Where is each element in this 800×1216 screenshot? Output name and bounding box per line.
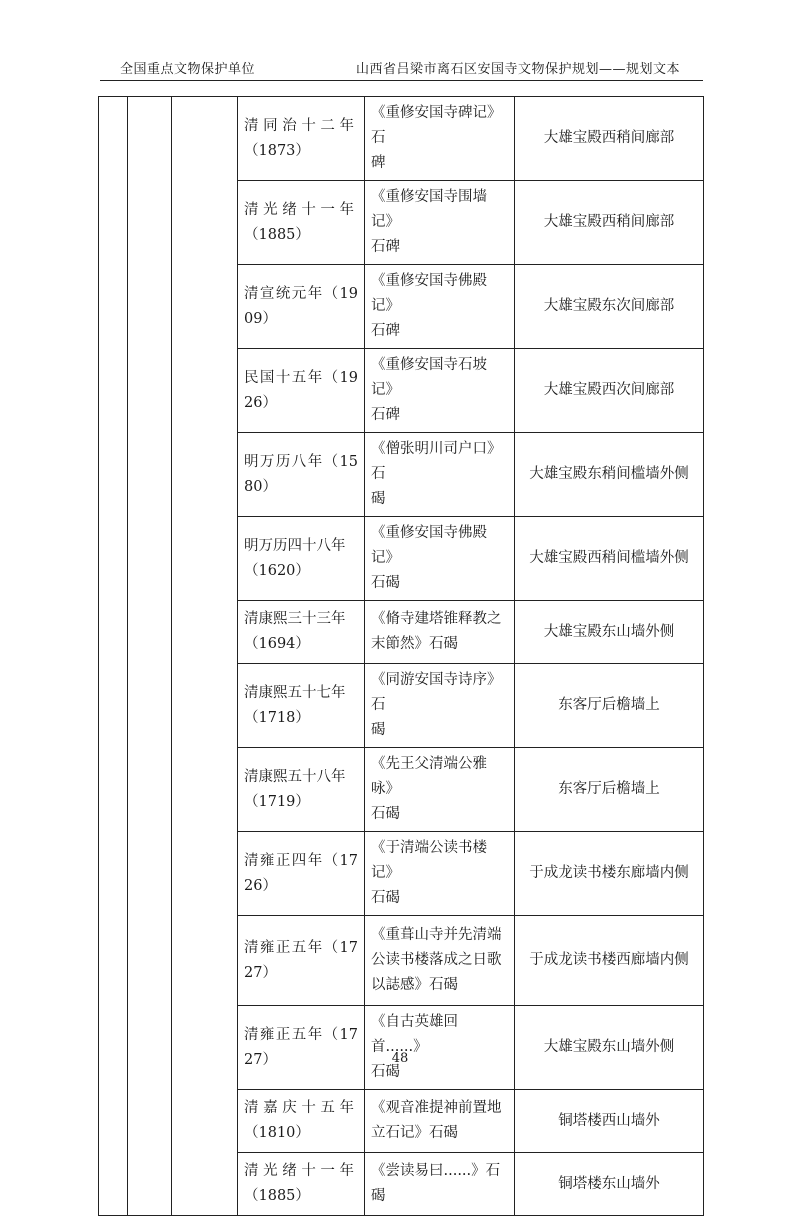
col-3-cell — [172, 97, 238, 1216]
era-cell — [238, 97, 365, 181]
title-text: 《重修安国寺佛殿记》 石碣 — [371, 525, 487, 591]
era-text: 清 光 绪 十 一 年 （1885） — [244, 201, 355, 243]
title-cell — [365, 265, 515, 349]
location-cell: 铜塔楼东山墙外 — [515, 1153, 704, 1216]
location-cell: 于成龙读书楼西廊墙内侧 — [515, 916, 704, 1006]
location-cell: 铜塔楼西山墙外 — [515, 1090, 704, 1153]
location-cell: 东客厅后檐墙上 — [515, 664, 704, 748]
table-row — [99, 97, 704, 181]
era-text: 清 嘉 庆 十 五 年 （1810） — [244, 1100, 355, 1141]
era-cell — [238, 1006, 365, 1090]
title-text: 《同游安国寺诗序》石 碣 — [371, 672, 502, 738]
location-cell: 大雄宝殿西次间廊部 — [515, 349, 704, 433]
era-cell — [238, 1153, 365, 1216]
era-text: 清雍正五年（1727） — [244, 1026, 358, 1068]
era-text: 民国十五年（1926） — [244, 369, 358, 411]
location-cell: 大雄宝殿东山墙外侧 — [515, 1006, 704, 1090]
title-cell — [365, 181, 515, 265]
location-cell: 大雄宝殿东稍间槛墙外侧 — [515, 433, 704, 517]
title-cell — [365, 601, 515, 664]
location-cell: 大雄宝殿东山墙外侧 — [515, 601, 704, 664]
title-text: 《脩寺建塔锥释教之 末節然》石碣 — [371, 611, 502, 652]
era-cell — [238, 916, 365, 1006]
location-cell: 东客厅后檐墙上 — [515, 748, 704, 832]
location-cell: 大雄宝殿西稍间廊部 — [515, 97, 704, 181]
inscription-table — [98, 96, 704, 1216]
col-1-cell — [99, 97, 128, 1216]
era-cell — [238, 832, 365, 916]
page-number: 48 — [391, 1051, 409, 1066]
era-text: 清宣统元年（1909） — [244, 285, 358, 327]
era-text: 清雍正五年（1727） — [244, 939, 358, 981]
title-cell — [365, 97, 515, 181]
title-text: 《重修安国寺围墙记》 石碑 — [371, 189, 487, 255]
era-text: 清康熙五十八年 （1719） — [244, 768, 346, 810]
era-text: 清雍正四年（1726） — [244, 852, 358, 894]
title-cell — [365, 1153, 515, 1216]
era-cell — [238, 181, 365, 265]
title-cell — [365, 748, 515, 832]
title-cell — [365, 517, 515, 601]
title-text: 《观音准提神前置地 立石记》石碣 — [371, 1100, 502, 1141]
era-text: 清康熙三十三年 （1694） — [244, 611, 346, 652]
era-cell — [238, 601, 365, 664]
title-cell — [365, 433, 515, 517]
era-text: 清康熙五十七年 （1718） — [244, 684, 346, 726]
title-text: 《自古英雄回首......》 石碣 — [371, 1014, 458, 1080]
era-cell — [238, 265, 365, 349]
title-cell — [365, 916, 515, 1006]
title-text: 《重修安国寺佛殿记》 石碑 — [371, 273, 487, 339]
header-rule — [100, 80, 703, 81]
era-cell — [238, 349, 365, 433]
title-cell — [365, 1090, 515, 1153]
col-2-cell — [128, 97, 172, 1216]
title-text: 《于清端公读书楼记》 石碣 — [371, 840, 487, 906]
era-text: 明万历四十八年 （1620） — [244, 537, 346, 579]
title-cell — [365, 664, 515, 748]
title-cell — [365, 832, 515, 916]
title-text: 《僧张明川司户口》石 碣 — [371, 441, 502, 507]
era-text: 明万历八年（1580） — [244, 453, 358, 495]
title-text: 《重葺山寺并先清端 公读书楼落成之日歌 以誌感》石碣 — [371, 927, 502, 993]
era-cell — [238, 748, 365, 832]
location-cell: 于成龙读书楼东廊墙内侧 — [515, 832, 704, 916]
header-right-title: 山西省吕梁市离石区安国寺文物保护规划——规划文本 — [355, 62, 680, 77]
title-text: 《尝读易曰......》石碣 — [371, 1163, 501, 1204]
era-cell — [238, 517, 365, 601]
era-text: 清 光 绪 十 一 年 （1885） — [244, 1163, 355, 1204]
location-cell: 大雄宝殿西稍间廊部 — [515, 181, 704, 265]
header-left-title: 全国重点文物保护单位 — [120, 62, 256, 77]
title-text: 《先王父清端公雅咏》 石碣 — [371, 756, 487, 822]
era-cell — [238, 433, 365, 517]
title-cell — [365, 1006, 515, 1090]
era-cell — [238, 1090, 365, 1153]
title-cell — [365, 349, 515, 433]
title-text: 《重修安国寺碑记》石 碑 — [371, 105, 502, 171]
title-text: 《重修安国寺石坡记》 石碑 — [371, 357, 487, 423]
era-cell — [238, 664, 365, 748]
table-body — [99, 97, 704, 1216]
location-cell: 大雄宝殿东次间廊部 — [515, 265, 704, 349]
location-cell: 大雄宝殿西稍间槛墙外侧 — [515, 517, 704, 601]
era-text: 清 同 治 十 二 年 （1873） — [244, 117, 355, 159]
